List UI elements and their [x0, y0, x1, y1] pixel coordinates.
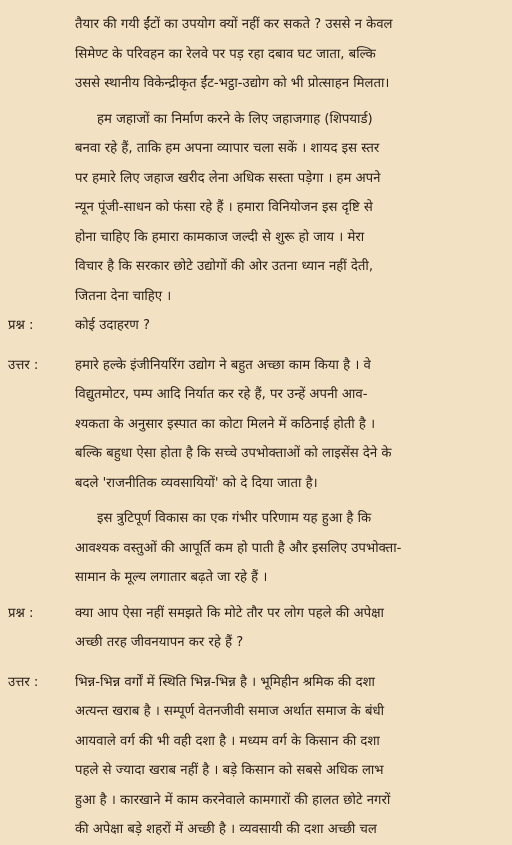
text-line: बनवा रहे हैं, ताकि हम अपना व्यापार चला सकें । शायद इस स्तर — [75, 141, 380, 156]
text-line: अच्छी तरह जीवनयापन कर रहे हैं ? — [75, 635, 244, 650]
text-line: होना चाहिए कि हमारा कामकाज जल्दी से शुरू हो जाय । मेरा — [75, 229, 365, 245]
intro-paragraph — [75, 10, 498, 99]
text-line: क्या आप ऐसा नहीं समझते कि मोटे तौर पर लोग पहले की अपेक्षा — [75, 605, 384, 621]
question-label: प्रश्न : — [8, 605, 34, 621]
text-line: की अपेक्षा बड़े शहरों में अच्छी है । व्यवसायी की दशा अच्छी चल — [75, 822, 377, 837]
question-text: कोई उदाहरण ? — [75, 318, 150, 333]
answer-label: उत्तर : — [8, 357, 39, 373]
page-text — [8, 10, 498, 845]
answer-label: उत्तर : — [8, 674, 39, 690]
text-line: इस त्रुटिपूर्ण विकास का एक गंभीर परिणाम यह हुआ है कि — [97, 511, 372, 526]
text-line: श्यकता के अनुसार इस्पात का कोटा मिलने में कठिनाई होती है । — [75, 416, 376, 432]
text-line: सिमेण्ट के परिवहन का रेलवे पर पड़ रहा दबाव घट जाता, बल्कि — [75, 46, 376, 62]
text-line: जितना देना चाहिए । — [75, 288, 172, 304]
text-line: पर हमारे लिए जहाज खरीद लेना अधिक सस्ता पड़ेगा । हम अपने — [75, 170, 381, 186]
text-line: न्यून पूंजी-साधन को फंसा रहे हैं । हमारा विनियोजन इस दृष्टि से — [75, 200, 373, 215]
text-line: तैयार की गयी ईंटों का उपयोग क्यों नहीं कर सकते ? उससे न केवल — [75, 17, 393, 32]
question-1 — [8, 311, 498, 341]
text-line: बल्कि बहुधा ऐसा होता है कि सच्चे उपभोक्ताओं को लाइसेंस देने के — [75, 446, 392, 461]
shipyard-paragraph — [75, 105, 498, 312]
text-line: बदले 'राजनीतिक व्यवसायियों' को दे दिया जाता है। — [75, 475, 318, 491]
answer-2 — [8, 668, 498, 845]
answer-1 — [8, 351, 498, 499]
text-line: पहले से ज्यादा खराब नहीं है । बड़े किसान को सबसे अधिक लाभ — [75, 763, 384, 778]
text-line: हमारे हल्के इंजीनियरिंग उद्योग ने बहुत अच्छा काम किया है । वे — [75, 357, 371, 373]
question-label: प्रश्न : — [8, 318, 34, 333]
text-line: हम जहाजों का निर्माण करने के लिए जहाजगाह (शिपयार्ड) — [97, 111, 373, 127]
text-line: अत्यन्त खराब है । सम्पूर्ण वेतनजीवी समाज अर्थात समाज के बंधी — [75, 704, 385, 719]
text-line: हुआ है । कारखाने में काम करनेवाले कामगारों की हालत छोटे नगरों — [75, 792, 391, 808]
text-line: उससे स्थानीय विकेन्द्रीकृत ईंट-भट्ठा-उद्योग को भी प्रोत्साहन मिलता। — [75, 76, 390, 91]
question-2 — [8, 599, 498, 658]
text-line: विचार है कि सरकार छोटे उद्योगों की ओर उतना ध्यान नहीं देती, — [75, 259, 374, 274]
text-line: आयवाले वर्ग की भी वही दशा है । मध्यम वर्ग के किसान की दशा — [75, 733, 380, 749]
text-line: आवश्यक वस्तुओं की आपूर्ति कम हो पाती है और इसलिए उपभोक्ता- — [75, 540, 402, 556]
text-line: भिन्न-भिन्न वर्गों में स्थिति भिन्न-भिन्न है । भूमिहीन श्रमिक की दशा — [75, 674, 375, 690]
consequence-paragraph — [75, 504, 498, 593]
text-line: सामान के मूल्य लगातार बढ़ते जा रहे हैं । — [75, 570, 268, 585]
text-line: विद्युतमोटर, पम्प आदि निर्यात कर रहे हैं, पर उन्हें अपनी आव- — [75, 387, 368, 402]
